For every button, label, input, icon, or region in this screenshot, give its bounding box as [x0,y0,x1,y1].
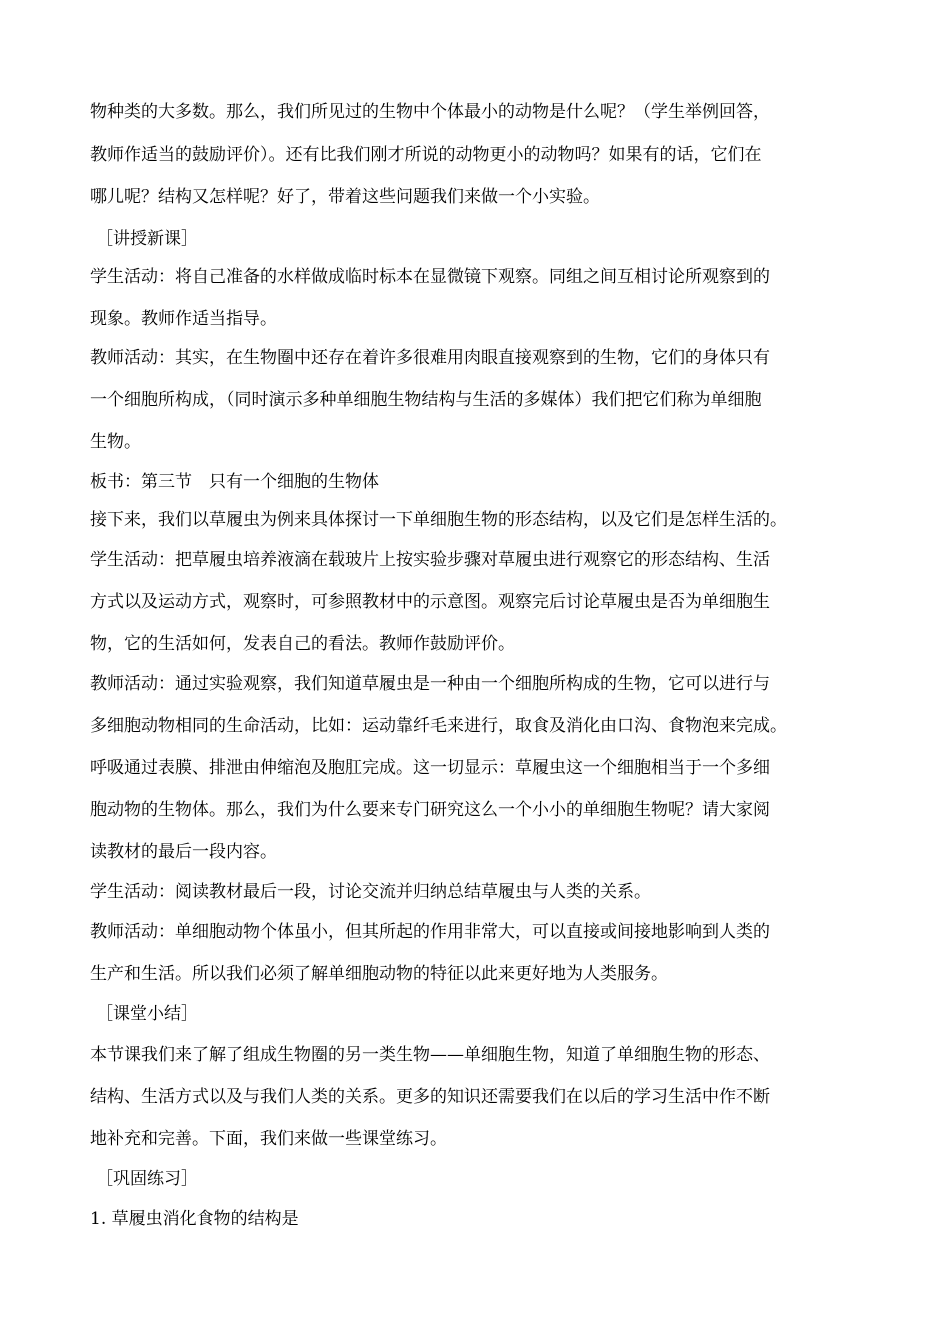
board-title: 板书：第三节 只有一个细胞的生物体 [90,472,379,492]
text-line: 教师作适当的鼓励评价）。还有比我们刚才所说的动物更小的动物吗？如果有的话，它们在 [90,145,762,165]
text-line: 哪儿呢？结构又怎样呢？好了，带着这些问题我们来做一个小实验。 [90,187,600,207]
text-line: 物种类的大多数。那么，我们所见过的生物中个体最小的动物是什么呢？（学生举例回答， [90,102,770,122]
text-line: 接下来，我们以草履虫为例来具体探讨一下单细胞生物的形态结构，以及它们是怎样生活的。 [90,510,787,530]
text-line: 一个细胞所构成，（同时演示多种单细胞生物结构与生活的多媒体）我们把它们称为单细胞 [90,390,762,410]
text-line: 多细胞动物相同的生命活动，比如：运动靠纤毛来进行，取食及消化由口沟、食物泡来完成。 [90,716,787,736]
text-line: 生物。 [90,432,141,452]
text-line: 教师活动：其实，在生物圈中还存在着许多很难用肉眼直接观察到的生物，它们的身体只有 [90,348,770,368]
text-line: 物，它的生活如何，发表自己的看法。教师作鼓励评价。 [90,634,515,654]
section-heading-practice: ［巩固练习］ [96,1169,198,1189]
text-line: 现象。教师作适当指导。 [90,309,277,329]
text-line: 学生活动：将自己准备的水样做成临时标本在显微镜下观察。同组之间互相讨论所观察到的 [90,267,770,287]
text-line: 结构、生活方式以及与我们人类的关系。更多的知识还需要我们在以后的学习生活中作不断 [90,1087,770,1107]
text-line: 教师活动：单细胞动物个体虽小，但其所起的作用非常大，可以直接或间接地影响到人类的 [90,922,770,942]
text-line: 胞动物的生物体。那么，我们为什么要来专门研究这么一个小小的单细胞生物呢？请大家阅 [90,800,770,820]
text-line: 呼吸通过表膜、排泄由伸缩泡及胞肛完成。这一切显示：草履虫这一个细胞相当于一个多细 [90,758,770,778]
section-heading-summary: ［课堂小结］ [96,1004,198,1024]
text-line: 教师活动：通过实验观察，我们知道草履虫是一种由一个细胞所构成的生物，它可以进行与 [90,674,770,694]
text-line: 学生活动：把草履虫培养液滴在载玻片上按实验步骤对草履虫进行观察它的形态结构、生活 [90,550,770,570]
text-line: 本节课我们来了解了组成生物圈的另一类生物——单细胞生物，知道了单细胞生物的形态、 [90,1045,770,1065]
text-line: 生产和生活。所以我们必须了解单细胞动物的特征以此来更好地为人类服务。 [90,964,668,984]
exercise-question-1: 1. 草履虫消化食物的结构是 [90,1209,299,1229]
text-line: 学生活动：阅读教材最后一段，讨论交流并归纳总结草履虫与人类的关系。 [90,882,651,902]
text-line: 方式以及运动方式，观察时，可参照教材中的示意图。观察完后讨论草履虫是否为单细胞生 [90,592,770,612]
text-line: 读教材的最后一段内容。 [90,842,277,862]
section-heading-new-lesson: ［讲授新课］ [96,229,198,249]
text-line: 地补充和完善。下面，我们来做一些课堂练习。 [90,1129,447,1149]
